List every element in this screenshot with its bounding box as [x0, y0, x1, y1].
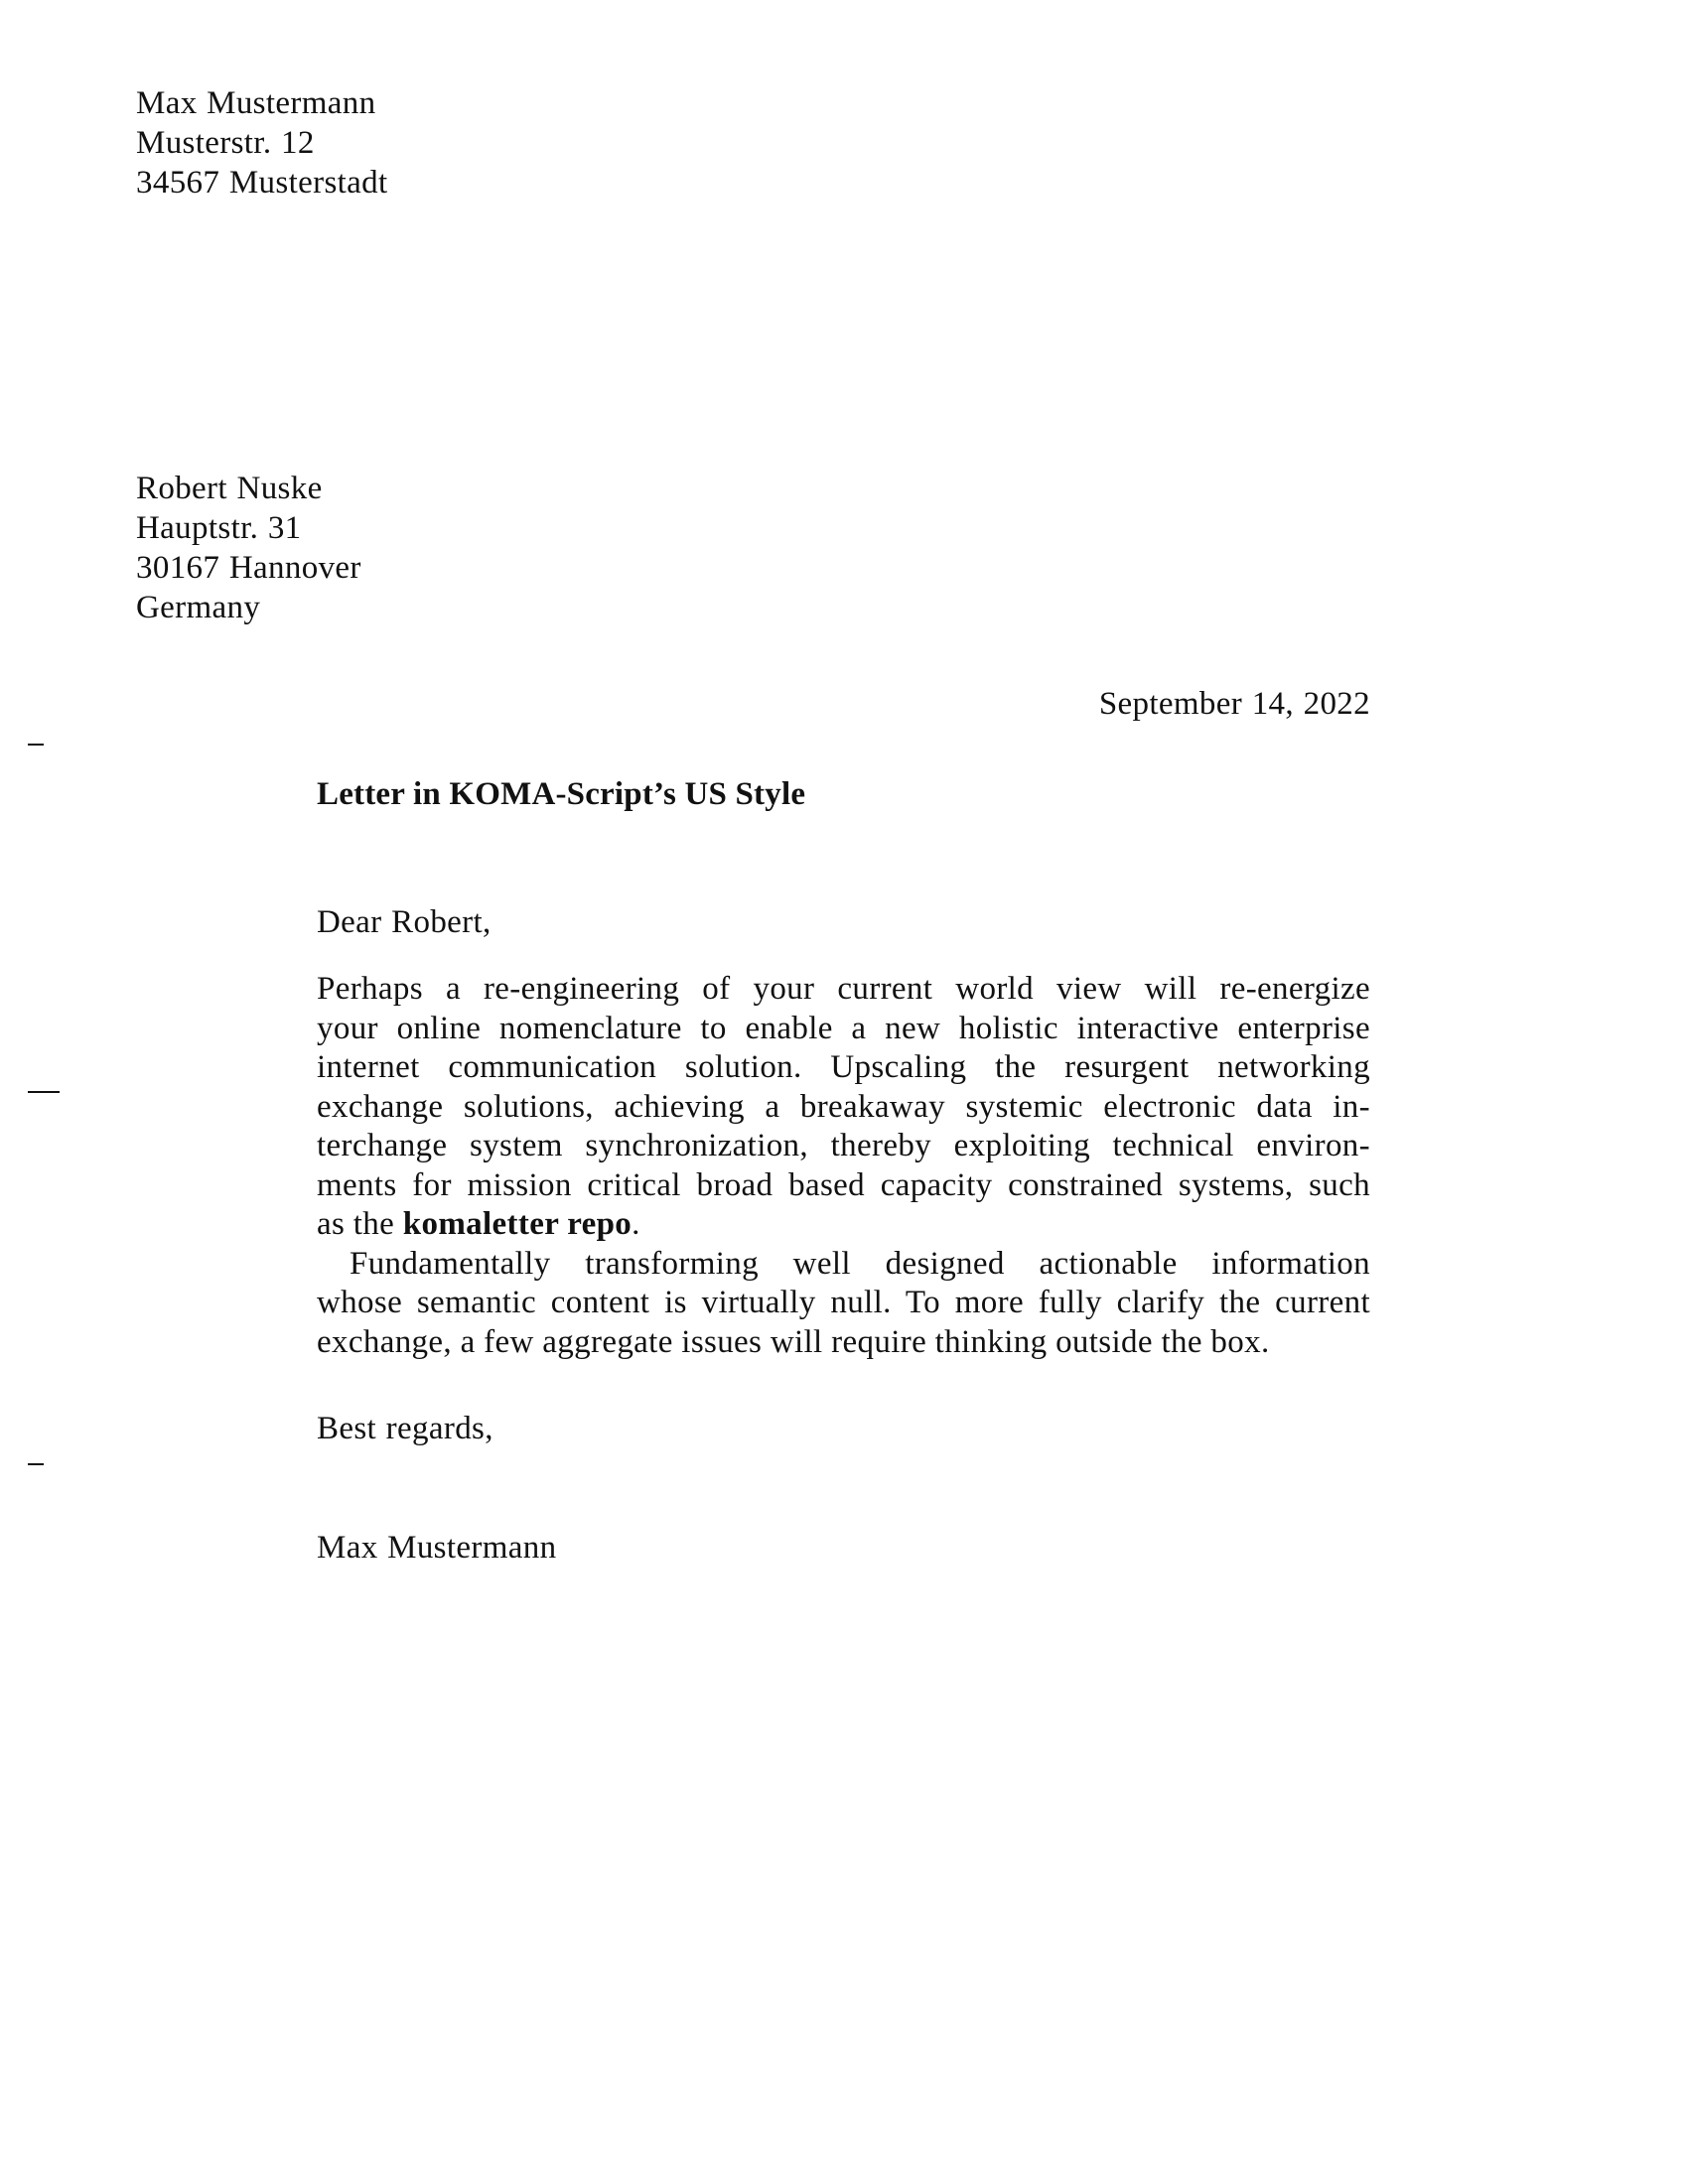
closing-text: Best regards, — [317, 1411, 493, 1446]
recipient-city: 30167 Hannover — [136, 550, 361, 586]
recipient-name: Robert Nuske — [136, 471, 323, 506]
sender-city: 34567 Musterstadt — [136, 165, 388, 201]
signature-name: Max Mustermann — [317, 1530, 557, 1566]
komaletter-repo-emphasis: komaletter repo — [402, 1206, 633, 1242]
fold-mark-bottom — [28, 1463, 44, 1465]
body-line: internet communication solution. Upscaling the resurgent networking — [317, 1049, 1370, 1085]
sender-address — [136, 83, 388, 203]
salutation — [317, 902, 492, 942]
salutation-text: Dear Robert, — [317, 904, 492, 940]
closing — [317, 1409, 493, 1448]
recipient-country: Germany — [136, 590, 261, 625]
recipient-address — [136, 469, 361, 627]
body-line: Fundamentally transforming well designed actionable information — [350, 1245, 1370, 1282]
punch-hole-mark — [28, 1091, 60, 1093]
paragraph-2 — [317, 1245, 1370, 1363]
body-text-suffix: . — [632, 1206, 640, 1242]
body-line: whose semantic content is virtually null. To more fully clarify the current — [317, 1285, 1370, 1320]
body-line: your online nomenclature to enable a new holistic interactive enterprise — [317, 1010, 1370, 1046]
body-line — [317, 1205, 1370, 1245]
fold-mark-top — [28, 744, 44, 746]
body-line: terchange system synchronization, thereby exploiting technical environ- — [317, 1128, 1370, 1163]
body-line: exchange solutions, achieving a breakaway systemic electronic data in- — [317, 1088, 1370, 1125]
body-line: exchange, a few aggregate issues will require thinking outside the box. — [317, 1323, 1270, 1360]
recipient-street: Hauptstr. 31 — [136, 510, 302, 546]
signature — [317, 1528, 556, 1568]
date-text: September 14, 2022 — [1098, 686, 1370, 722]
sender-street: Musterstr. 12 — [136, 125, 315, 161]
subject-text: Letter in KOMA-Script’s US Style — [317, 776, 806, 812]
paragraph-1 — [317, 970, 1370, 1245]
letter-body — [317, 970, 1370, 1362]
letter-subject — [317, 774, 805, 814]
sender-name: Max Mustermann — [136, 85, 376, 121]
body-line: Perhaps a re-engineering of your current world view will re-energize — [317, 971, 1370, 1007]
letter-date — [1099, 684, 1370, 724]
body-line: ments for mission critical broad based capacity constrained systems, such — [317, 1166, 1370, 1203]
body-text-prefix: as the — [317, 1206, 403, 1242]
